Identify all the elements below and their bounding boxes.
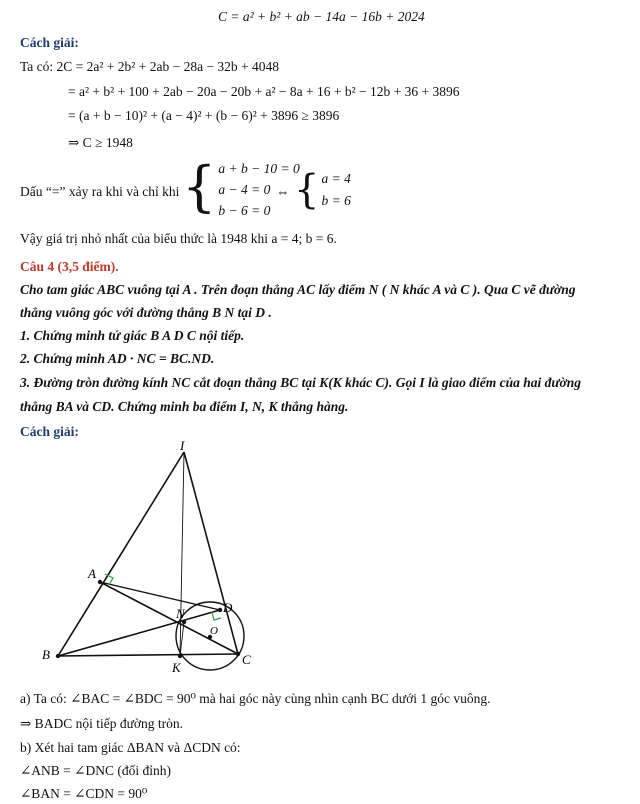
label-n: N: [176, 606, 185, 621]
task-3-b: thẳng BA và CD. Chứng minh ba điểm I, N, K thẳng hàng.: [20, 399, 349, 414]
segment-ad: [100, 582, 220, 610]
geometry-figure: [30, 440, 280, 680]
solution-b-3: ∠BAN = ∠CDN = 90⁰: [20, 786, 148, 801]
label-a: A: [88, 566, 96, 581]
system-left-row-3: b − 6 = 0: [218, 203, 271, 218]
label-k: K: [172, 660, 181, 675]
brace-left: {: [182, 155, 217, 218]
solution-a-2: ⇒ BADC nội tiếp đường tròn.: [20, 716, 184, 731]
brace-right: {: [294, 167, 320, 213]
label-b: B: [42, 647, 50, 662]
heading-solution-1: Cách giải:: [20, 35, 79, 50]
system-right-row-2: b = 6: [321, 193, 351, 208]
system-left-row-1: a + b − 10 = 0: [218, 161, 300, 176]
problem-statement-1: Cho tam giác ABC vuông tại A . Trên đoạn thẳng AC lấy điểm N ( N khác A và C ). Qua C vẽ đường: [20, 282, 576, 297]
segment-ic: [184, 452, 238, 654]
task-1: 1. Chứng minh tứ giác B A D C nội tiếp.: [20, 328, 245, 343]
point-k: [178, 654, 182, 658]
segment-ac: [100, 582, 238, 654]
point-d: [218, 608, 222, 612]
point-c: [236, 652, 240, 656]
equiv-symbol: ⇔: [276, 184, 290, 199]
system-right: [294, 167, 351, 213]
label-i: I: [180, 440, 185, 453]
step-1: Ta có: 2C = 2a² + 2b² + 2ab − 28a − 32b + 4048: [20, 59, 280, 74]
step-4: ⇒ C ≥ 1948: [68, 135, 133, 150]
step-2: = a² + b² + 100 + 2ab − 20a − 20b + a² − 8a + 16 + b² − 12b + 36 + 3896: [68, 84, 460, 99]
right-angle-d: [212, 612, 221, 620]
step-3: = (a + b − 10)² + (a − 4)² + (b − 6)² + 3896 ≥ 3896: [68, 108, 340, 123]
solution-a-1: a) Ta có: ∠BAC = ∠BDC = 90⁰ mà hai góc này cùng nhìn cạnh BC dưới 1 góc vuông.: [20, 691, 491, 706]
conclusion-min: Vậy giá trị nhỏ nhất của biểu thức là 1948 khi a = 4; b = 6.: [20, 231, 337, 246]
segment-bc: [58, 654, 238, 656]
label-c: C: [242, 652, 251, 667]
system-left-row-2: a − 4 = 0: [218, 182, 271, 197]
point-b: [56, 654, 60, 658]
problem-statement-2: thẳng vuông góc với đường thẳng B N tại D .: [20, 305, 272, 320]
expression-c: C = a² + b² + ab − 14a − 16b + 2024: [218, 9, 425, 24]
solution-b-1: b) Xét hai tam giác ΔBAN và ΔCDN có:: [20, 740, 241, 755]
task-2: 2. Chứng minh AD · NC = BC.ND.: [20, 351, 215, 366]
system-right-row-1: a = 4: [321, 171, 351, 186]
task-3-a: 3. Đường tròn đường kính NC cắt đoạn thẳng BC tại K(K khác C). Gọi I là giao điểm của hai đường: [20, 375, 581, 390]
equality-condition: Dấu “=” xảy ra khi và chỉ khi: [20, 184, 180, 199]
heading-solution-2: Cách giải:: [20, 424, 79, 439]
label-d: D: [223, 600, 233, 615]
question-4-title: Câu 4 (3,5 điểm).: [20, 259, 119, 274]
point-a: [98, 580, 102, 584]
label-o: O: [210, 625, 218, 637]
solution-b-2: ∠ANB = ∠DNC (đối đỉnh): [20, 763, 171, 778]
